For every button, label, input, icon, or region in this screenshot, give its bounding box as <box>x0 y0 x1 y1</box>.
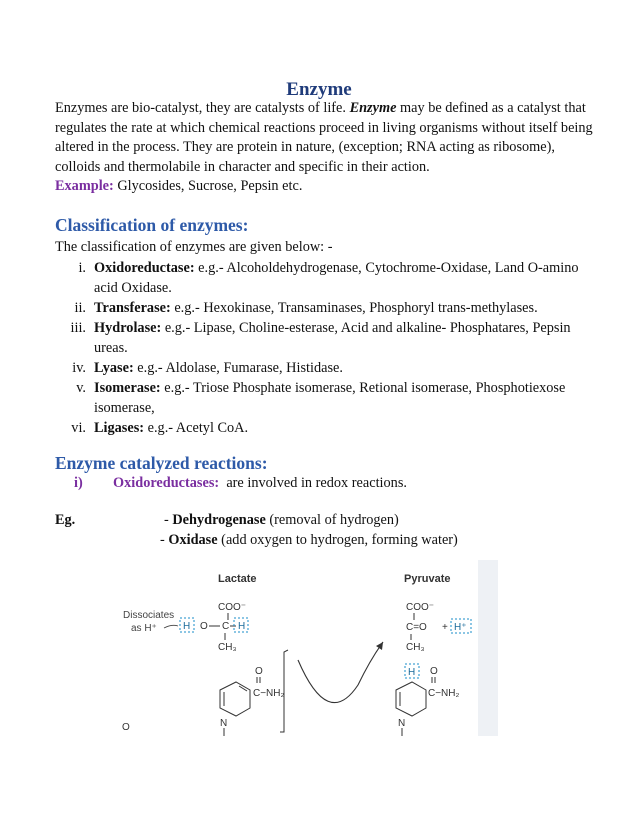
oxidase-desc: (add oxygen to hydrogen, forming water) <box>217 532 458 548</box>
enzyme-class-examples: e.g.- Hexokinase, Transaminases, Phosphoryl trans-methylases. <box>170 300 538 316</box>
bottom-o: O <box>122 722 130 733</box>
as-h-plus-label: as H⁺ <box>131 623 157 634</box>
reactions-item-num: i) <box>74 475 83 491</box>
list-number: ii. <box>74 300 86 316</box>
intro-text-1: Enzymes are bio-catalyst, they are catalysts of life. <box>55 100 350 116</box>
intro-text-2: may be defined as a catalyst that regulates the rate at which chemical reactions proceed in living organisms without itself being altered in the process. They are protein in nature, (exception; RNA acting as ribosome), colloids and thermolabile in character and specific in their action. <box>55 100 593 175</box>
nad-c-nh2: C−NH₂ <box>253 688 285 699</box>
reactions-item-number <box>74 474 83 494</box>
dash: - <box>164 512 173 528</box>
nadh-h: H <box>408 667 416 678</box>
example-text: Glycosides, Sucrose, Pepsin etc. <box>113 178 303 195</box>
h-plus-product: H⁺ <box>454 622 467 633</box>
lactate-label: Lactate <box>218 573 257 585</box>
eg-line-2 <box>160 531 458 551</box>
enzyme-class-name: Ligases: <box>94 420 145 436</box>
nadh-o-top: O <box>430 666 438 677</box>
intro-emphasis: Enzyme <box>349 100 397 116</box>
pyruvate-c-eq-o: C=O <box>406 622 427 633</box>
reactions-item-name: Oxidoreductases: <box>113 475 220 491</box>
list-number: iv. <box>72 360 86 376</box>
enzyme-class-examples: e.g.- Triose Phosphate isomerase, Retional isomerase, Phosphotiexose isomerase, <box>94 380 566 416</box>
page-title: Enzyme <box>286 79 352 100</box>
eg-line-1 <box>164 511 399 531</box>
nadh-n: N <box>398 718 406 729</box>
list-number: i. <box>78 260 86 276</box>
enzyme-class-examples: e.g.- Aldolase, Fumarase, Histidase. <box>133 360 343 376</box>
eg-label: Eg. <box>55 512 76 528</box>
nadh-c-nh2: C−NH₂ <box>428 688 460 699</box>
nad-o-top: O <box>255 666 263 677</box>
list-number: v. <box>76 380 86 396</box>
dissociates-label: Dissociates <box>123 610 175 621</box>
enzyme-class-name: Transferase: <box>94 300 171 316</box>
h-left: H <box>183 621 191 632</box>
oxidase-label: Oxidase <box>168 532 218 548</box>
lactate-ch3: CH₃ <box>218 642 237 653</box>
classification-heading: Classification of enzymes: <box>55 215 249 235</box>
pyruvate-label: Pyruvate <box>404 573 451 585</box>
dehydrogenase-desc: (removal of hydrogen) <box>265 512 399 528</box>
o-left: O <box>200 621 208 632</box>
intro-paragraph <box>55 99 595 197</box>
enzyme-class-name: Lyase: <box>94 360 134 376</box>
enzyme-class-name: Isomerase: <box>94 380 161 396</box>
dehydrogenase-label: Dehydrogenase <box>172 512 266 528</box>
enzyme-class-name: Oxidoreductase: <box>94 260 195 276</box>
reactions-item <box>113 474 407 494</box>
enzyme-class-examples: e.g.- Acetyl CoA. <box>144 420 249 436</box>
list-item <box>55 258 595 298</box>
classification-intro: The classification of enzymes are given below: - <box>55 239 333 255</box>
nad-n: N <box>220 718 228 729</box>
c-center: C <box>222 621 230 632</box>
reactions-item-text: are involved in redox reactions. <box>226 475 407 491</box>
enzyme-class-examples: e.g.- Lipase, Choline-esterase, Acid and alkaline- Phosphatares, Pepsin ureas. <box>94 320 571 356</box>
reactions-heading: Enzyme catalyzed reactions: <box>55 453 268 473</box>
h-right: H <box>238 621 246 632</box>
example-label: Example: <box>55 178 114 195</box>
pyruvate-ch3: CH₃ <box>406 642 425 653</box>
dash: - <box>160 532 169 548</box>
enzyme-class-examples: e.g.- Alcoholdehydrogenase, Cytochrome-Oxidase, Land O-amino acid Oxidase. <box>94 260 579 296</box>
enzyme-class-name: Hydrolase: <box>94 320 162 336</box>
list-number: iii. <box>70 320 86 336</box>
lactate-pyruvate-reaction-figure <box>108 560 498 736</box>
plus-sign: + <box>442 622 448 633</box>
lactate-coo: COO⁻ <box>218 602 247 613</box>
list-number: vi. <box>71 420 86 436</box>
pyruvate-coo: COO⁻ <box>406 602 435 613</box>
